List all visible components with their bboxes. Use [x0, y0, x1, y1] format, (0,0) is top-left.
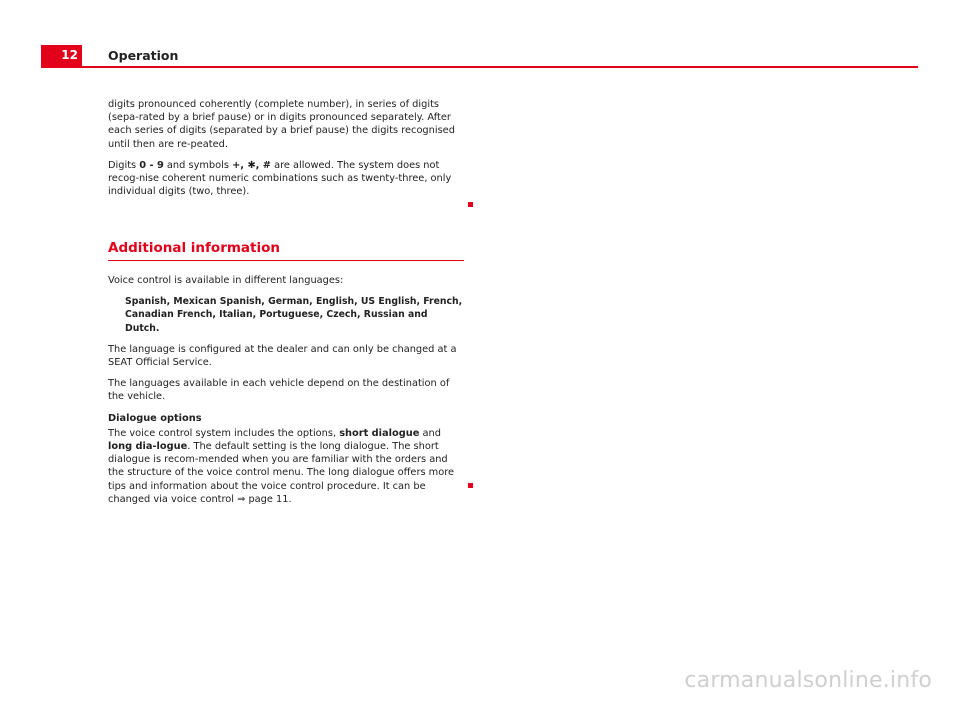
intro-paragraph-1: digits pronounced coherently (complete number), in series of digits (sepa-rated by a brief pause) or in digits pronounced separately. After each series of digits (separated by a brief pause) the digits recognised until then are re-peated.	[108, 99, 455, 150]
text-run: Digits	[108, 159, 140, 171]
page-header	[41, 45, 918, 68]
chapter-title: Operation	[108, 48, 179, 63]
symbols-list: +, ✱, #	[232, 159, 271, 171]
header-rule	[41, 66, 918, 68]
dialogue-options-paragraph	[108, 427, 464, 506]
language-config-paragraph: The language is configured at the dealer and can only be changed at a SEAT Official Service.	[108, 343, 457, 369]
intro-paragraph-2	[108, 159, 464, 199]
languages-intro: Voice control is available in different languages:	[108, 275, 344, 286]
section-body	[108, 274, 464, 514]
language-availability-paragraph: The languages available in each vehicle depend on the destination of the vehicle.	[108, 378, 450, 403]
section-end-marker	[468, 202, 473, 207]
text-run: The voice control system includes the options,	[108, 427, 340, 439]
text-run: are allowed. The system does not recog-nise coherent numeric combinations such as twenty-three, only individual digits (two, three).	[108, 159, 452, 198]
intro-text	[108, 98, 464, 206]
section-end-marker	[468, 483, 473, 488]
long-dialogue-term: long dia-logue	[108, 441, 188, 453]
watermark: carmanualsonline.info	[684, 668, 932, 693]
digits-range: 0 - 9	[139, 159, 164, 171]
languages-list: Spanish, Mexican Spanish, German, English, US English, French, Canadian French, Italian, Portuguese, Czech, Russian and Dutch.	[125, 296, 463, 334]
text-run: . The default setting is the long dialogue. The short dialogue is recom-mended when you are familiar with the orders and the structure of the voice control menu. The long dialogue offers more tips and information about the voice control procedure. It can be changed via voice control ⇒ page 11.	[108, 441, 455, 505]
dialogue-options-heading: Dialogue options	[108, 412, 202, 424]
text-run: and symbols	[163, 159, 233, 171]
text-run: and	[419, 427, 441, 439]
section-title: Additional information	[108, 240, 464, 261]
page-number: 12	[41, 45, 82, 66]
short-dialogue-term: short dialogue	[339, 427, 420, 439]
